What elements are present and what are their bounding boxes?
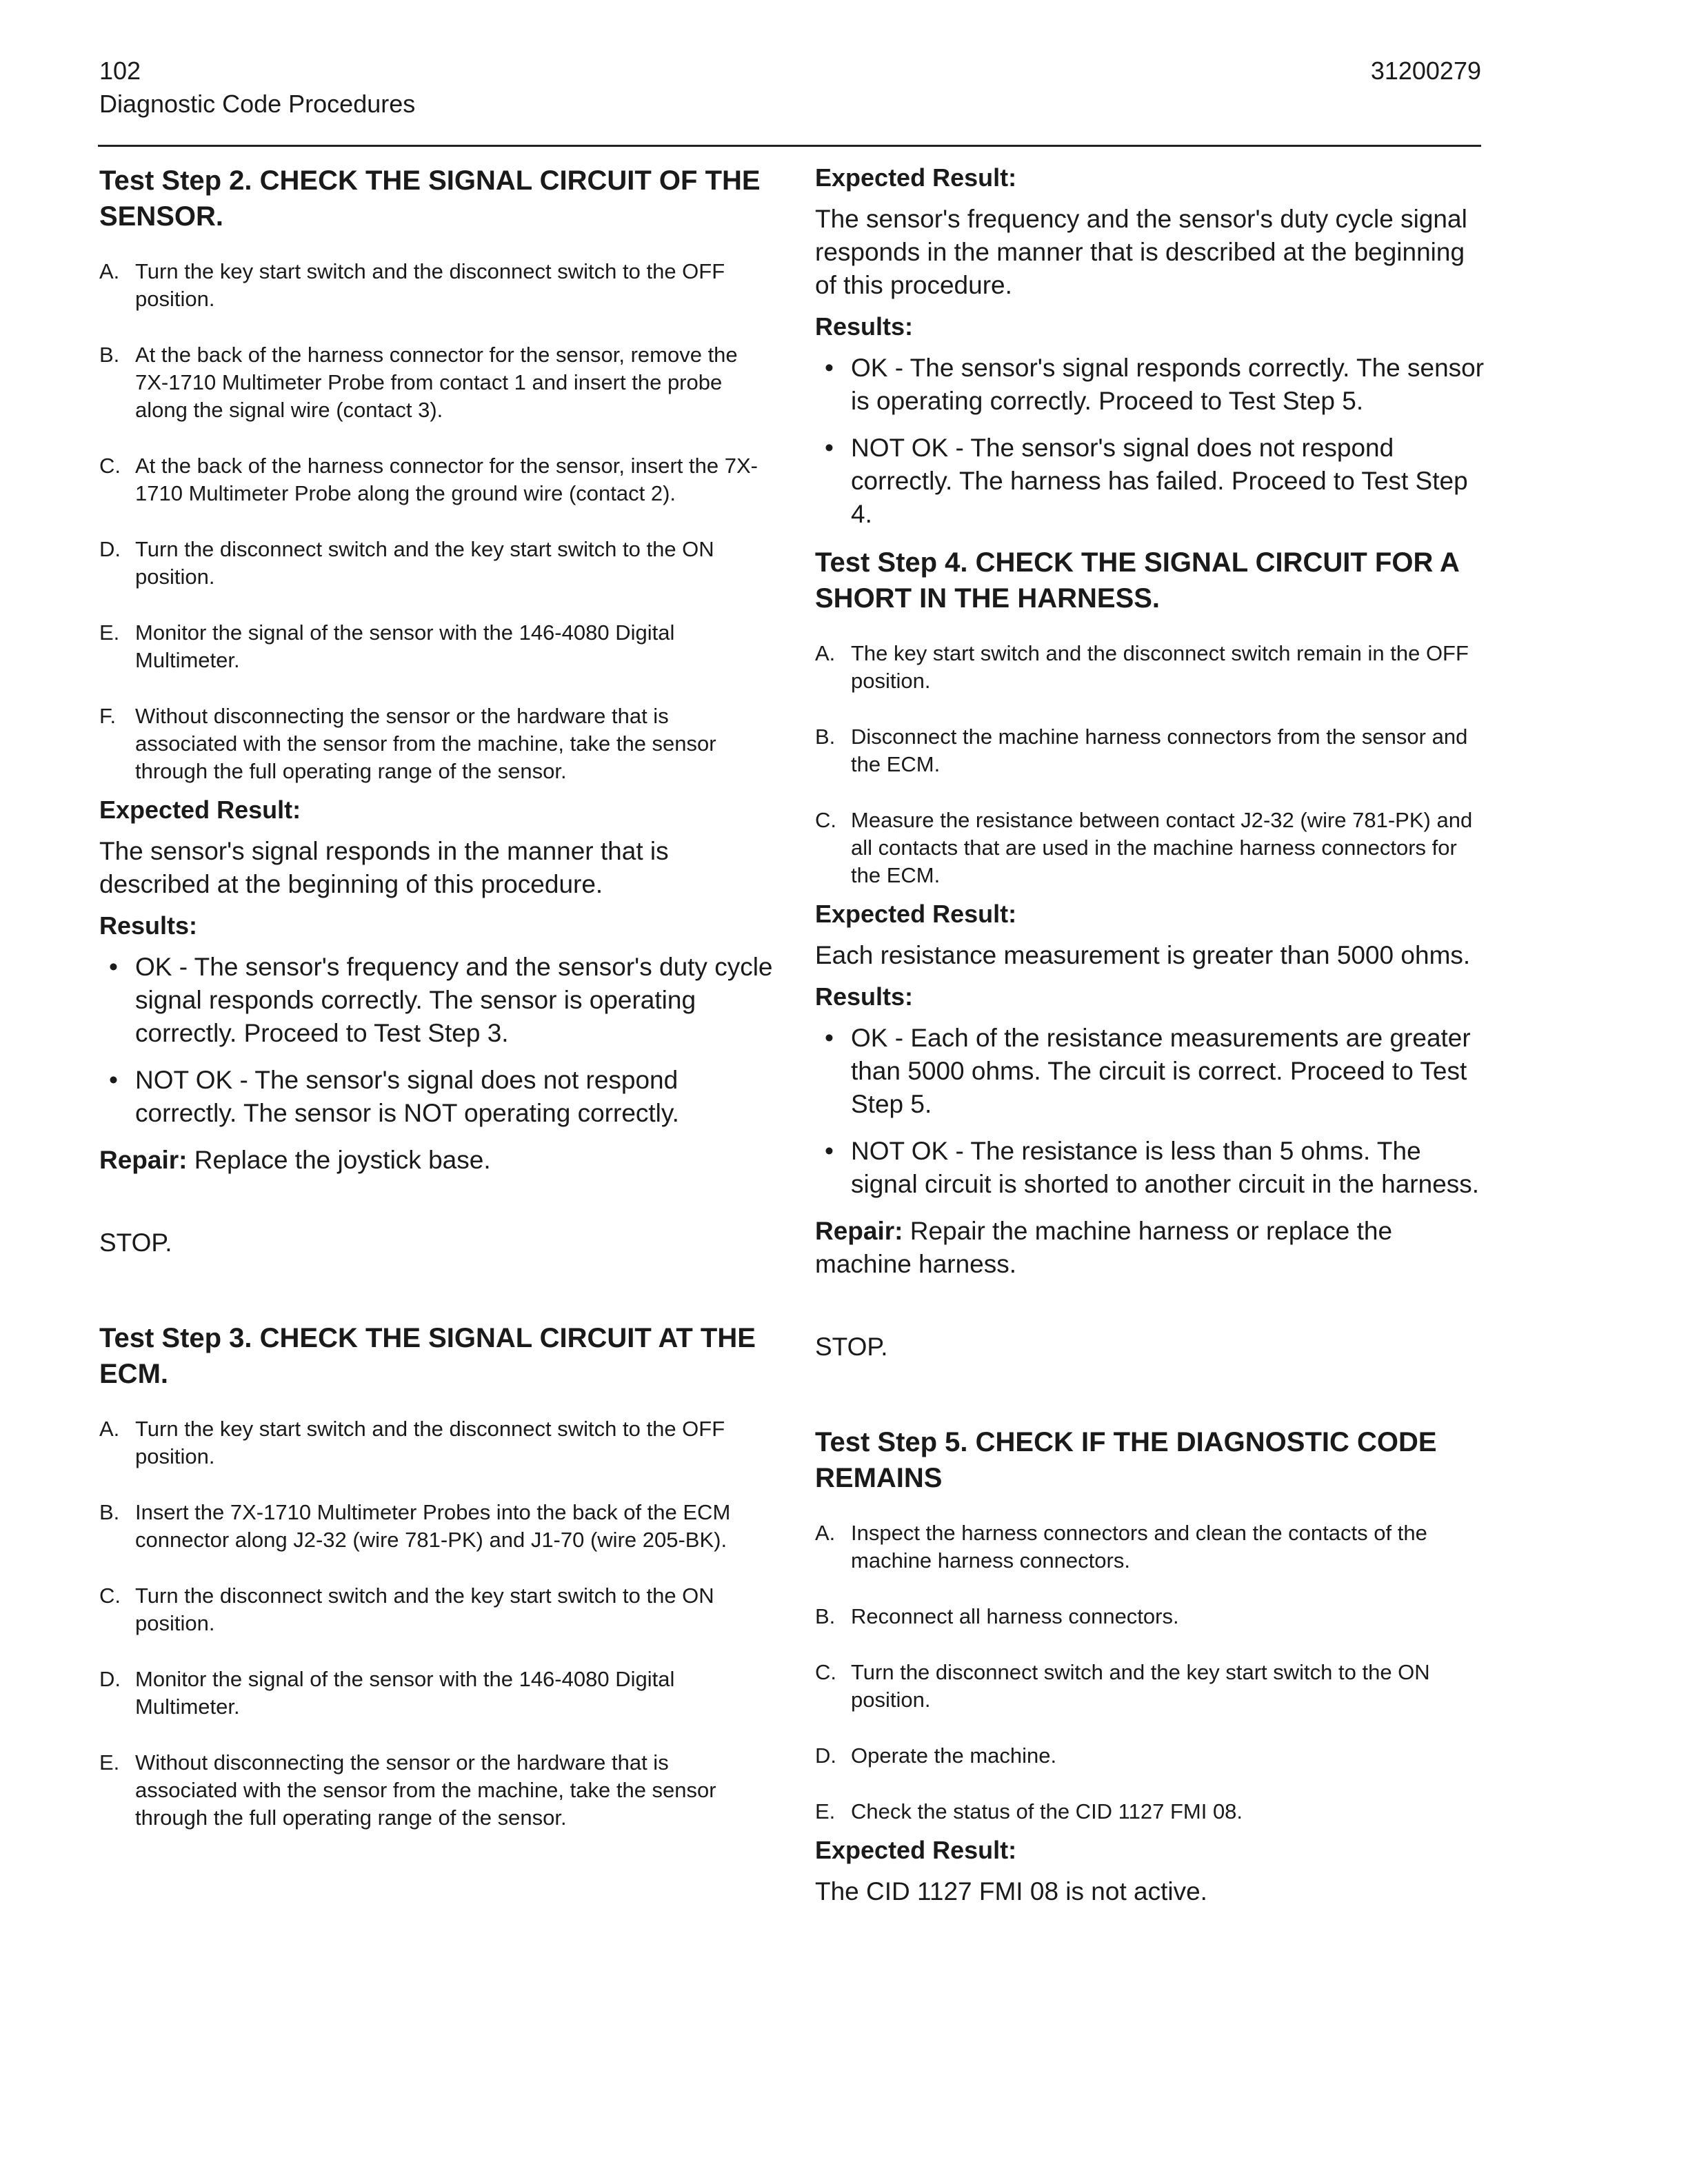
result-text: NOT OK - The sensor's signal does not respond correctly. The harness has failed. Proceed to Test Step 4. xyxy=(851,434,1468,528)
bullet-icon: • xyxy=(825,354,834,382)
instruction-item xyxy=(99,619,775,674)
expected-result-heading: Expected Result: xyxy=(99,796,301,824)
instruction-letter: C. xyxy=(815,1660,836,1684)
step3-title: Test Step 3. CHECK THE SIGNAL CIRCUIT AT THE ECM. xyxy=(99,1323,756,1389)
expected-result-text: The sensor's signal responds in the manner that is described at the beginning of this procedure. xyxy=(99,837,669,898)
instruction-letter: E. xyxy=(815,1799,836,1823)
instruction-letter: E. xyxy=(99,1750,120,1775)
instruction-item xyxy=(99,536,775,591)
expected-result-heading: Expected Result: xyxy=(815,1836,1017,1864)
expected-result-heading: Expected Result: xyxy=(815,900,1017,928)
instruction-item xyxy=(815,1742,1491,1770)
instruction-item xyxy=(99,702,775,785)
instruction-letter: C. xyxy=(99,1584,121,1608)
instruction-letter: A. xyxy=(99,259,120,283)
bullet-icon: • xyxy=(825,434,834,462)
instruction-item xyxy=(99,1415,775,1470)
instruction-text: Without disconnecting the sensor or the hardware that is associated with the sensor from the machine, take the sensor through the full operating range of the sensor. xyxy=(135,704,716,783)
instruction-letter: B. xyxy=(99,1500,120,1524)
repair-label: Repair: xyxy=(99,1146,188,1174)
results-heading: Results: xyxy=(815,982,914,1011)
expected-result-text: The sensor's frequency and the sensor's duty cycle signal responds in the manner that is described at the beginning of this procedure. xyxy=(815,205,1467,299)
results-list xyxy=(815,352,1491,531)
bullet-icon: • xyxy=(109,1066,118,1094)
repair-text: Replace the joystick base. xyxy=(187,1146,491,1174)
step3-instructions xyxy=(99,1415,775,1832)
repair-note xyxy=(815,1215,1491,1281)
instruction-text: Reconnect all harness connectors. xyxy=(851,1604,1179,1628)
instruction-text: Turn the key start switch and the disconnect switch to the OFF position. xyxy=(135,259,725,311)
step2-instructions xyxy=(99,258,775,785)
result-item xyxy=(815,432,1491,531)
instruction-item xyxy=(815,807,1491,889)
instruction-text: Measure the resistance between contact J2-32 (wire 781-PK) and all contacts that are used in the machine harness connectors for the ECM. xyxy=(851,808,1473,887)
instruction-item xyxy=(99,1582,775,1637)
instruction-text: Insert the 7X-1710 Multimeter Probes into the back of the ECM connector along J2-32 (wire 781-PK) and J1-70 (wire 205-BK). xyxy=(135,1500,731,1552)
instruction-text: Check the status of the CID 1127 FMI 08. xyxy=(851,1799,1243,1823)
instruction-letter: F. xyxy=(99,704,117,728)
step5-title: Test Step 5. CHECK IF THE DIAGNOSTIC CODE REMAINS xyxy=(815,1427,1437,1493)
instruction-letter: D. xyxy=(99,537,121,561)
instruction-text: At the back of the harness connector for the sensor, remove the 7X-1710 Multimeter Probe from contact 1 and insert the probe along the signal wire (contact 3). xyxy=(135,343,738,422)
expected-result-heading: Expected Result: xyxy=(815,163,1017,192)
instruction-letter: E. xyxy=(99,620,120,645)
result-text: OK - Each of the resistance measurements are greater than 5000 ohms. The circuit is correct. Proceed to Test Step 5. xyxy=(851,1024,1471,1118)
instruction-item xyxy=(99,452,775,507)
instruction-text: Monitor the signal of the sensor with the 146-4080 Digital Multimeter. xyxy=(135,620,675,672)
result-item xyxy=(815,1135,1491,1201)
repair-label: Repair: xyxy=(815,1217,903,1245)
results-heading: Results: xyxy=(99,911,198,940)
instruction-letter: A. xyxy=(815,641,836,665)
expected-result-text: Each resistance measurement is greater than 5000 ohms. xyxy=(815,941,1471,969)
document-number: 31200279 xyxy=(1370,57,1481,85)
repair-text: Repair the machine harness or replace the machine harness. xyxy=(815,1217,1393,1278)
instruction-text: The key start switch and the disconnect switch remain in the OFF position. xyxy=(851,641,1469,693)
instruction-item xyxy=(815,723,1491,778)
result-text: NOT OK - The sensor's signal does not respond correctly. The sensor is NOT operating correctly. xyxy=(135,1066,679,1127)
instruction-item xyxy=(815,640,1491,695)
instruction-text: Turn the disconnect switch and the key start switch to the ON position. xyxy=(851,1660,1430,1712)
instruction-item xyxy=(99,341,775,424)
result-text: OK - The sensor's frequency and the sensor's duty cycle signal responds correctly. The sensor is operating correctly. Proceed to Test Step 3. xyxy=(135,953,773,1047)
step5-instructions xyxy=(815,1519,1491,1826)
step4-title: Test Step 4. CHECK THE SIGNAL CIRCUIT FOR A SHORT IN THE HARNESS. xyxy=(815,547,1459,614)
instruction-item xyxy=(815,1659,1491,1714)
instruction-text: Monitor the signal of the sensor with the 146-4080 Digital Multimeter. xyxy=(135,1667,675,1719)
results-heading: Results: xyxy=(815,312,914,341)
instruction-text: Turn the key start switch and the disconnect switch to the OFF position. xyxy=(135,1417,725,1468)
instruction-item xyxy=(815,1798,1491,1826)
instruction-letter: B. xyxy=(815,725,836,749)
instruction-text: Without disconnecting the sensor or the hardware that is associated with the sensor from the machine, take the sensor through the full operating range of the sensor. xyxy=(135,1750,716,1830)
expected-result-text: The CID 1127 FMI 08 is not active. xyxy=(815,1877,1207,1905)
instruction-item xyxy=(99,258,775,313)
instruction-letter: B. xyxy=(815,1604,836,1628)
instruction-letter: D. xyxy=(815,1743,836,1768)
instruction-item xyxy=(99,1666,775,1721)
instruction-text: Operate the machine. xyxy=(851,1743,1057,1768)
running-title: Diagnostic Code Procedures xyxy=(99,90,416,118)
instruction-item xyxy=(815,1603,1491,1630)
bullet-icon: • xyxy=(825,1137,834,1165)
instruction-letter: B. xyxy=(99,343,120,367)
result-item xyxy=(99,1064,775,1130)
instruction-text: Inspect the harness connectors and clean the contacts of the machine harness connectors. xyxy=(851,1521,1427,1573)
instruction-text: Turn the disconnect switch and the key start switch to the ON position. xyxy=(135,537,714,589)
instruction-item xyxy=(99,1749,775,1832)
instruction-letter: C. xyxy=(99,454,121,478)
header-rule xyxy=(98,145,1481,147)
instruction-text: Turn the disconnect switch and the key start switch to the ON position. xyxy=(135,1584,714,1635)
repair-note xyxy=(99,1144,775,1177)
step4-instructions xyxy=(815,640,1491,889)
instruction-text: At the back of the harness connector for the sensor, insert the 7X-1710 Multimeter Probe along the ground wire (contact 2). xyxy=(135,454,758,505)
stop-marker: STOP. xyxy=(99,1228,172,1257)
result-item xyxy=(99,951,775,1050)
result-text: NOT OK - The resistance is less than 5 ohms. The signal circuit is shorted to another circuit in the harness. xyxy=(851,1137,1480,1198)
instruction-letter: A. xyxy=(815,1521,836,1545)
results-list xyxy=(99,951,775,1130)
instruction-item xyxy=(99,1499,775,1554)
bullet-icon: • xyxy=(109,953,118,981)
stop-marker: STOP. xyxy=(815,1333,888,1361)
result-text: OK - The sensor's signal responds correctly. The sensor is operating correctly. Proceed to Test Step 5. xyxy=(851,354,1485,415)
instruction-item xyxy=(815,1519,1491,1575)
step2-title: Test Step 2. CHECK THE SIGNAL CIRCUIT OF THE SENSOR. xyxy=(99,165,761,232)
right-column xyxy=(815,163,1491,1918)
result-item xyxy=(815,1022,1491,1121)
instruction-text: Disconnect the machine harness connectors from the sensor and the ECM. xyxy=(851,725,1468,776)
instruction-letter: C. xyxy=(815,808,836,832)
instruction-letter: A. xyxy=(99,1417,120,1441)
result-item xyxy=(815,352,1491,418)
left-column xyxy=(99,163,775,1841)
instruction-letter: D. xyxy=(99,1667,121,1691)
page-number: 102 xyxy=(99,57,141,85)
bullet-icon: • xyxy=(825,1024,834,1052)
results-list xyxy=(815,1022,1491,1201)
